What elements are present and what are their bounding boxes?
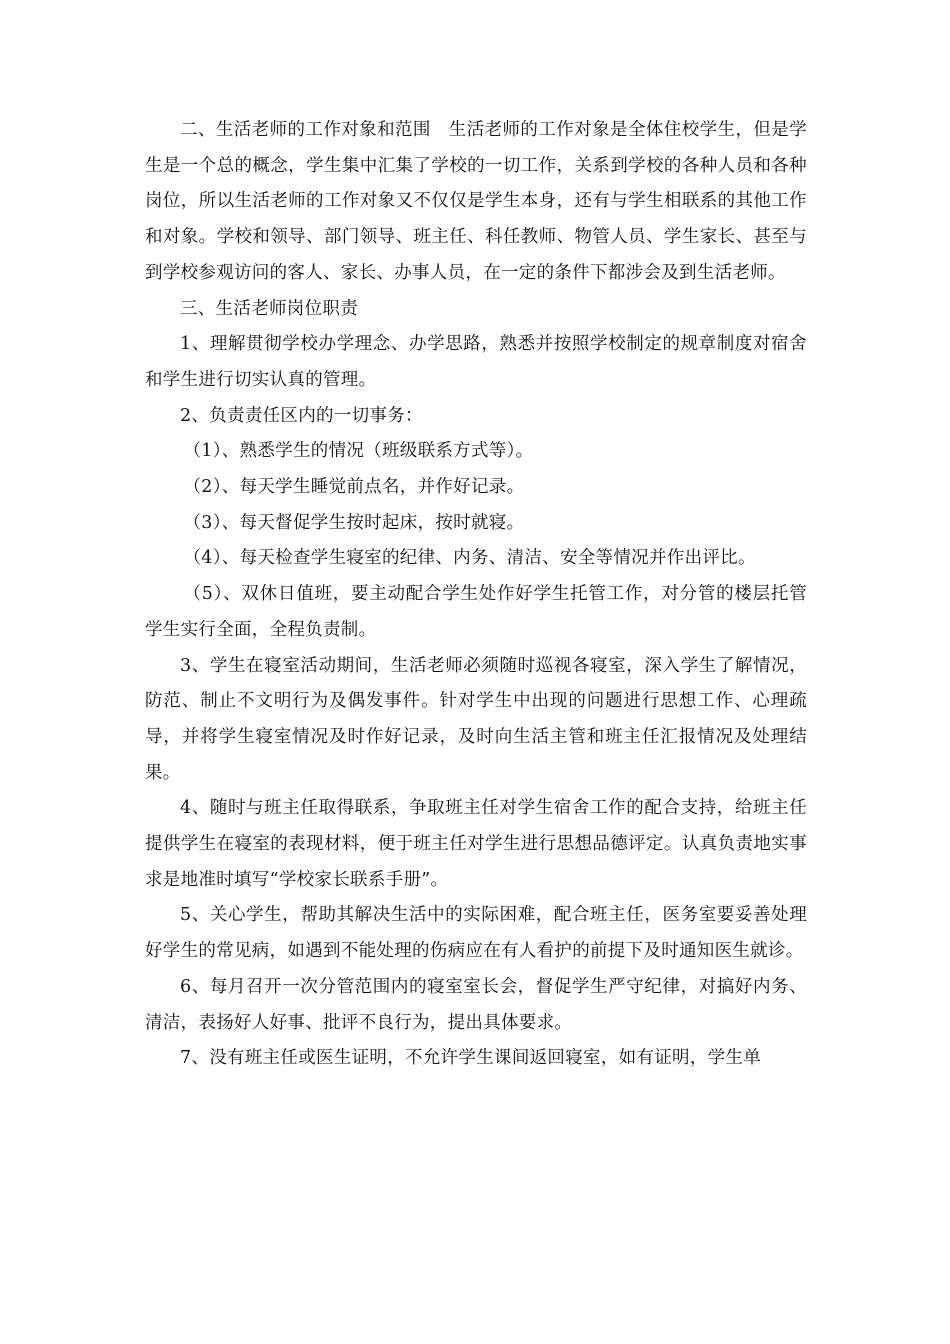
duty-item-7: 7、没有班主任或医生证明，不允许学生课间返回寝室，如有证明，学生单 xyxy=(180,1048,762,1069)
duty-subitem-1: （1）、熟悉学生的情况（班级联系方式等）。 xyxy=(183,441,534,462)
duty-subitem-5: （5）、双休日值班，要主动配合学生处作好学生托管工作，对分管的楼层托管学生实行全面，全程负责制。 xyxy=(145,584,807,640)
duty-item-1: 1、理解贯彻学校办学理念、办学思路，熟悉并按照学校制定的规章制度对宿舍和学生进行切实认真的管理。 xyxy=(145,334,807,390)
duty-item-5: 5、关心学生，帮助其解决生活中的实际困难，配合班主任，医务室要妥善处理好学生的常见病，如遇到不能处理的伤病应在有人看护的前提下及时通知医生就诊。 xyxy=(145,905,807,962)
paragraph-work-scope: 二、生活老师的工作对象和范围 生活老师的工作对象是全体住校学生，但是学生是一个总的概念，学生集中汇集了学校的一切工作，关系到学校的各种人员和各种岗位，所以生活老师的工作对象又不仅仅是学生本身，还有与学生相联系的其他工作和对象。学校和领导、部门领导、班主任、科任教师、物管人员、学生家长、甚至与到学校参观访问的客人、家长、办事人员，在一定的条件下都涉会及到生活老师。 xyxy=(145,120,807,283)
duty-subitem-2: （2）、每天学生睡觉前点名，并作好记录。 xyxy=(183,477,525,498)
duty-item-4: 4、随时与班主任取得联系，争取班主任对学生宿舍工作的配合支持，给班主任提供学生在寝室的表现材料，便于班主任对学生进行思想品德评定。认真负责地实事求是地准时填写“学校家长联系手册”。 xyxy=(145,798,807,890)
duty-item-6: 6、每月召开一次分管范围内的寝室室长会，督促学生严守纪律，对搞好内务、清洁，表扬好人好事、批评不良行为，提出具体要求。 xyxy=(145,976,807,1033)
duty-item-3: 3、学生在寝室活动期间，生活老师必须随时巡视各寝室，深入学生了解情况，防范、制止不文明行为及偶发事件。针对学生中出现的问题进行思想工作、心理疏导，并将学生寝室情况及时作好记录，及时向生活主管和班主任汇报情况及处理结果。 xyxy=(145,655,807,783)
heading-duties: 三、生活老师岗位职责 xyxy=(180,298,358,319)
document-body xyxy=(145,113,807,1077)
duty-subitem-4: （4）、每天检查学生寝室的纪律、内务、清洁、安全等情况并作出评比。 xyxy=(183,548,756,569)
duty-item-2: 2、负责责任区内的一切事务： xyxy=(180,405,423,426)
duty-subitem-3: （3）、每天督促学生按时起床，按时就寝。 xyxy=(183,512,525,533)
